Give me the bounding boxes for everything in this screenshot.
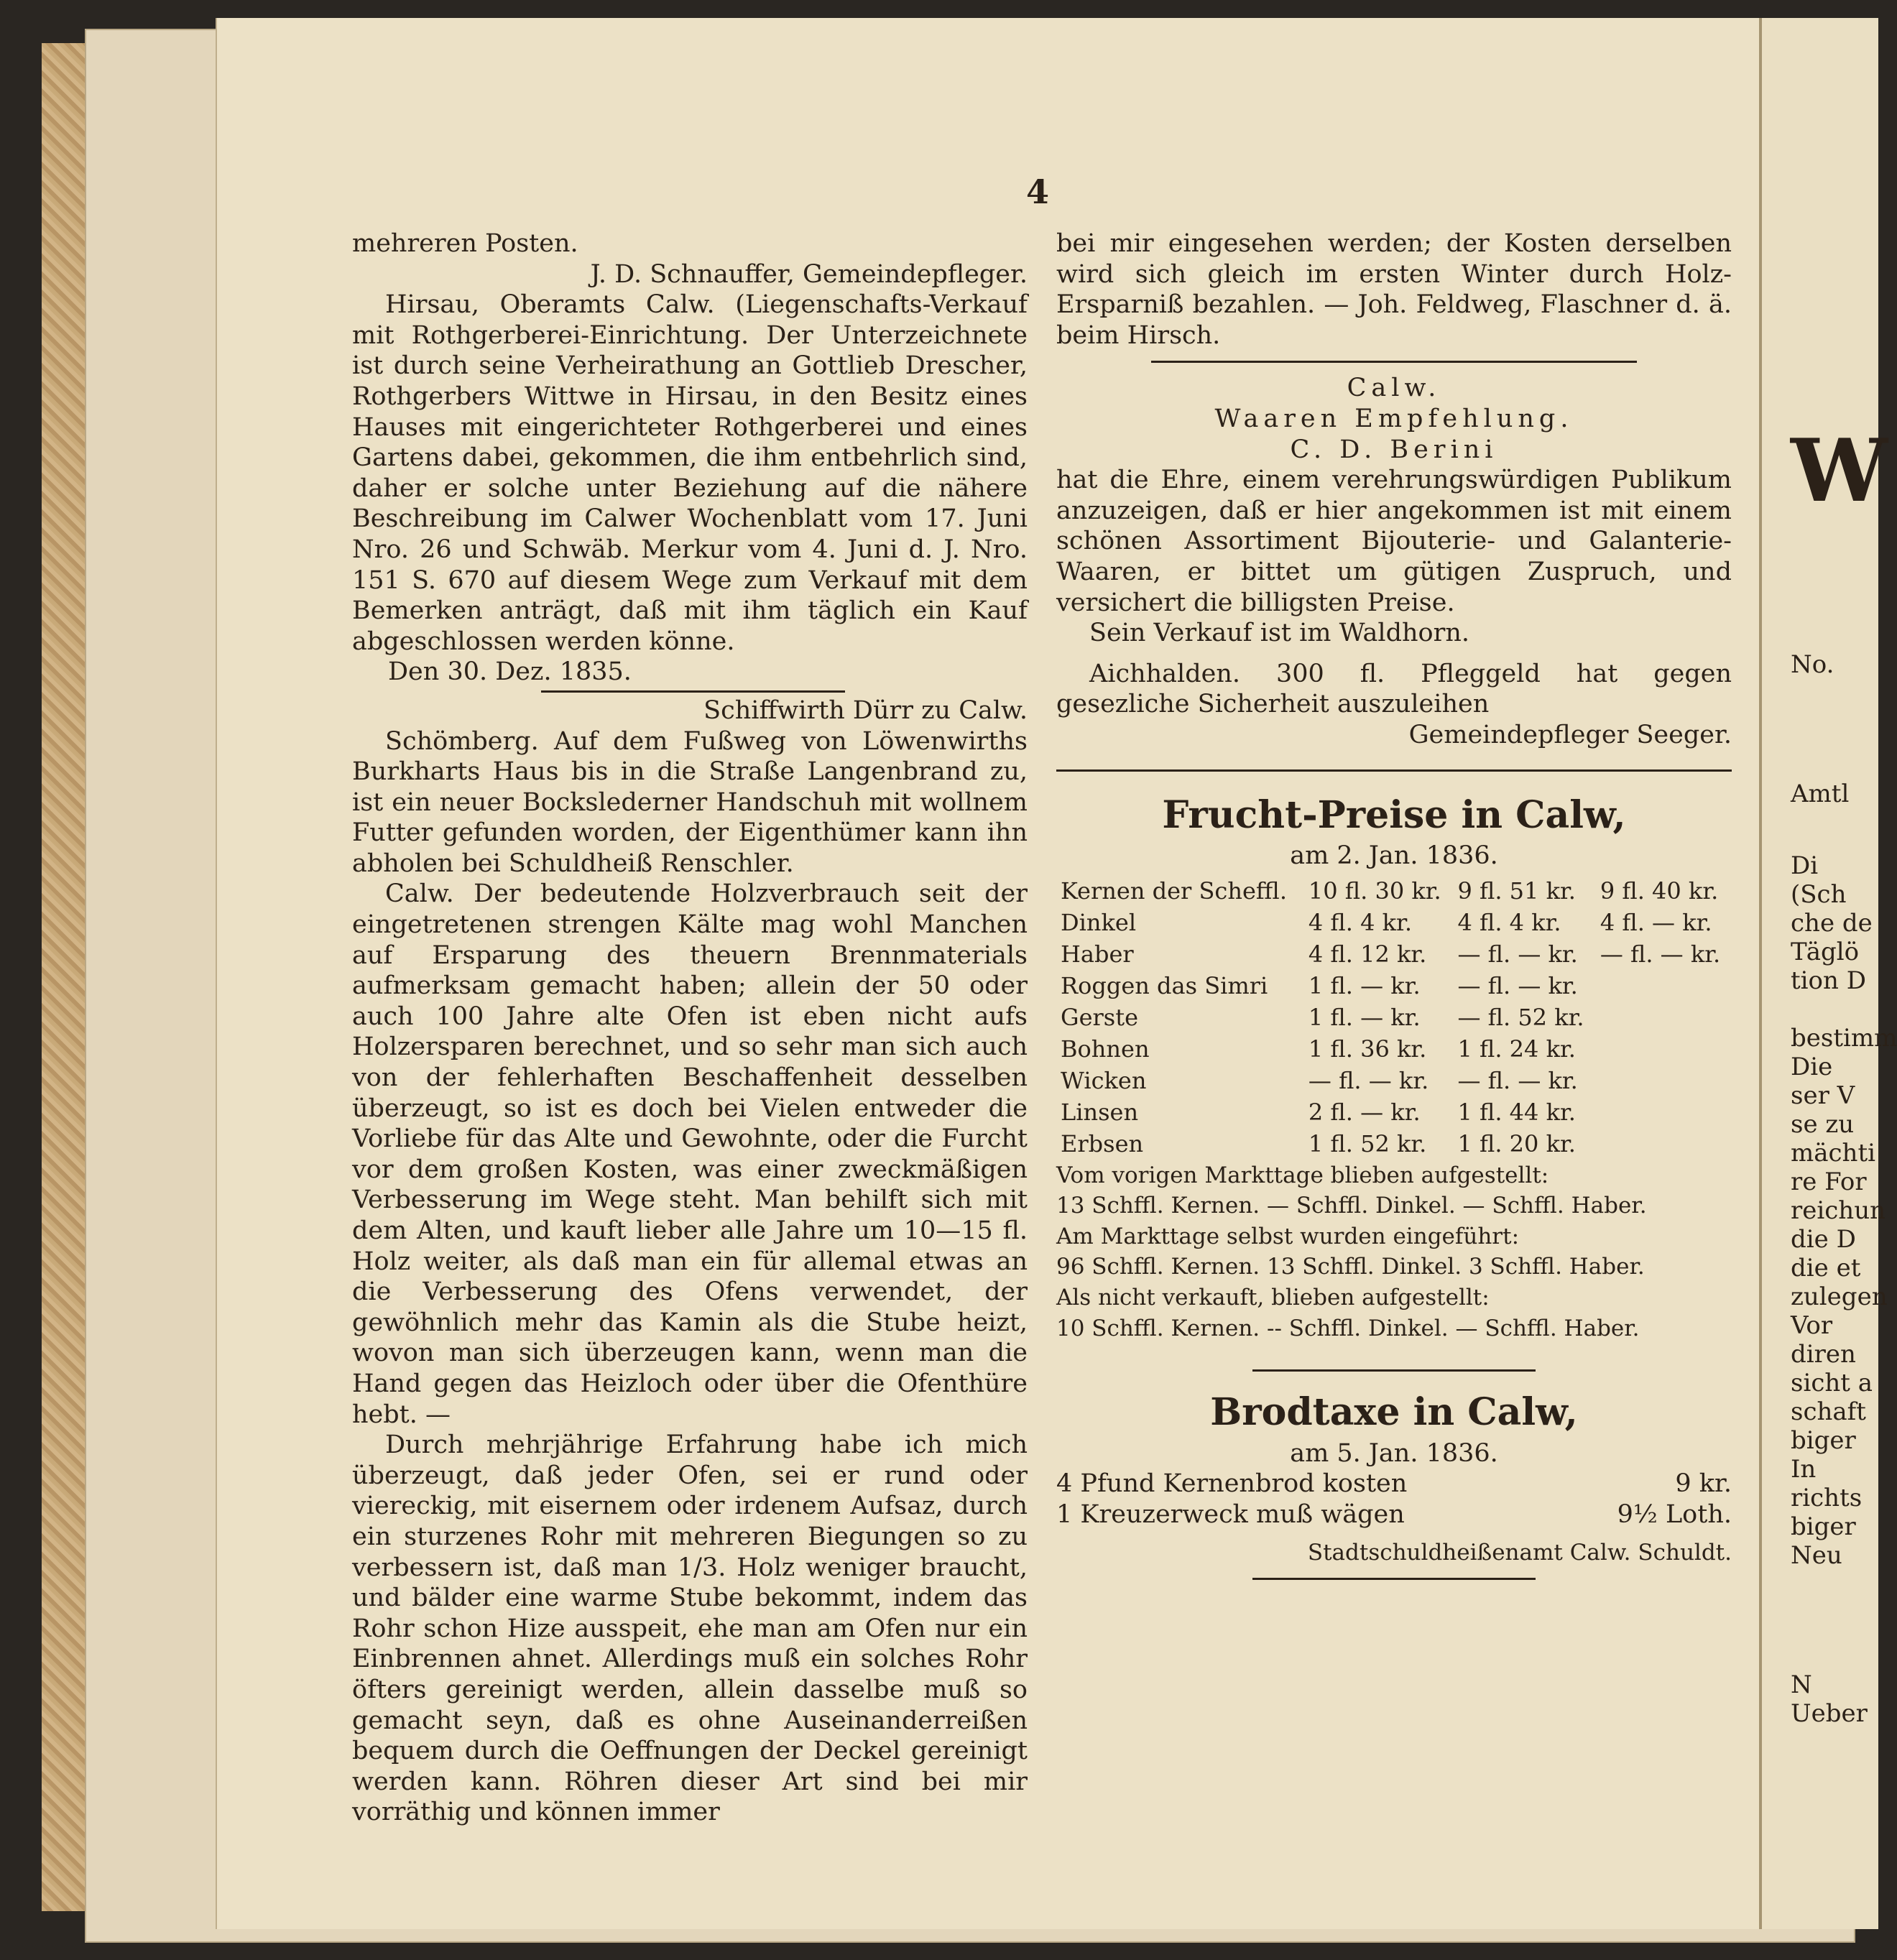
adjacent-page-fragment: re For xyxy=(1791,1168,1867,1196)
adjacent-page xyxy=(1759,18,1897,1929)
price-cell: — fl. 52 kr. xyxy=(1457,1004,1584,1032)
price-cell: 1 fl. — kr. xyxy=(1308,972,1421,1000)
price-row xyxy=(1056,939,1732,971)
market-note: 13 Schffl. Kernen. — Schffl. Dinkel. — Schffl. Haber. xyxy=(1056,1193,1647,1219)
price-cell: 1 fl. — kr. xyxy=(1308,1004,1421,1032)
right-column xyxy=(1056,228,1732,1590)
grain-name: Haber xyxy=(1061,940,1134,969)
brodtaxe-row xyxy=(1056,1499,1732,1530)
divider xyxy=(1252,1578,1536,1580)
adjacent-page-fragment: biger xyxy=(1791,1512,1856,1541)
adjacent-page-fragment: Ueber xyxy=(1791,1699,1868,1728)
frucht-preise-title: Frucht-Preise in Calw, xyxy=(1162,792,1626,837)
grain-name: Erbsen xyxy=(1061,1130,1144,1158)
price-cell: 2 fl. — kr. xyxy=(1308,1099,1421,1127)
section-rule xyxy=(1056,769,1732,772)
adjacent-page-fragment: zulegen xyxy=(1791,1282,1888,1311)
waaren-heading: Waaren Empfehlung. xyxy=(1214,404,1574,433)
price-cell: 4 fl. 4 kr. xyxy=(1308,909,1412,937)
grain-name: Kernen der Scheffl. xyxy=(1061,877,1288,905)
adjacent-page-fragment: biger xyxy=(1791,1426,1856,1455)
adjacent-page-fragment: Di xyxy=(1791,851,1819,880)
price-cell: 1 fl. 52 kr. xyxy=(1308,1130,1427,1158)
price-cell: 1 fl. 24 kr. xyxy=(1457,1035,1576,1063)
price-row xyxy=(1056,1034,1732,1065)
adjacent-page-fragment: che de xyxy=(1791,909,1873,938)
adjacent-page-fragment: die D xyxy=(1791,1225,1856,1254)
price-row xyxy=(1056,1002,1732,1034)
adjacent-page-fragment: In xyxy=(1791,1455,1817,1484)
adjacent-page-fragment: Amtl xyxy=(1791,780,1850,808)
brodtaxe-label: 1 Kreuzerweck muß wägen xyxy=(1056,1500,1405,1530)
price-cell: — fl. — kr. xyxy=(1457,940,1578,969)
price-row xyxy=(1056,1065,1732,1097)
brodtaxe-value: 9 kr. xyxy=(1675,1469,1732,1499)
article-paragraph: Schömberg. Auf dem Fußweg von Löwenwirths Burkharts Haus bis in die Straße Langenbrand zu, ist ein neuer Bockslederner Handschuh mit wollnem Futter gefunden worden, der Eigenthümer kann ihn abholen bei Schuldheiß Renschler. xyxy=(352,726,1028,878)
price-row xyxy=(1056,907,1732,939)
adjacent-page-fragment: ser V xyxy=(1791,1081,1855,1110)
price-cell xyxy=(1596,1129,1732,1160)
price-cell: 1 fl. 20 kr. xyxy=(1457,1130,1576,1158)
price-cell: — fl. — kr. xyxy=(1600,940,1721,969)
market-note-title: Am Markttage selbst wurden eingeführt: xyxy=(1056,1223,1520,1249)
adjacent-page-fragment: mächti xyxy=(1791,1139,1875,1168)
market-note-title: Vom vorigen Markttage blieben aufgestellt: xyxy=(1056,1162,1549,1188)
continuation-text: bei mir eingesehen werden; der Kosten derselben wird sich gleich im ersten Winter durch Holz-Ersparniß bezahlen. — Joh. Feldweg, Flaschner d. ä. beim Hirsch. xyxy=(1056,229,1732,350)
grain-name: Roggen das Simri xyxy=(1061,972,1268,1000)
page-number: 4 xyxy=(1026,172,1050,211)
grain-name: Bohnen xyxy=(1061,1035,1150,1063)
adjacent-page-fragment: (Sch xyxy=(1791,880,1847,909)
price-cell xyxy=(1596,1002,1732,1034)
price-table xyxy=(1056,876,1732,1160)
price-row xyxy=(1056,1129,1732,1160)
article-paragraph: Calw. Der bedeutende Holzverbrauch seit der eingetretenen strengen Kälte mag wohl Manchen auf Ersparung des theuern Brennmaterials aufmerksam gemacht haben; allein der 50 oder auch 100 Jahre alte Ofen ist eben nicht aufs Holzersparen berechnet, und so sehr man sich auch von der fehlerhaften Beschaffenheit desselben überzeugt, so ist es doch bei Vielen entweder die Vorliebe für das Alte und Gewohnte, oder die Furcht vor dem großen Kosten, was einer zweckmäßigen Verbesserung im Wege steht. Man behilft sich mit dem Alten, und kauft lieber alle Jahre um 10—15 fl. Holz weiter, als daß man ein für allemal etwas an die Verbesserung des Ofens verwendet, der gewöhnlich mehr das Kamin als die Stube heizt, wovon man sich überzeugen kann, wenn man die Hand gegen das Heizloch oder über die Ofenthüre hebt. — xyxy=(352,879,1028,1429)
price-row xyxy=(1056,971,1732,1002)
brodtaxe-title: Brodtaxe in Calw, xyxy=(1210,1390,1578,1435)
article-paragraph: mehreren Posten. xyxy=(352,229,578,258)
adjacent-page-fragment: Neu xyxy=(1791,1541,1842,1570)
price-cell xyxy=(1596,1097,1732,1129)
adjacent-page-fragment: die et xyxy=(1791,1254,1861,1282)
adjacent-page-fragment: N xyxy=(1791,1670,1812,1699)
grain-name: Wicken xyxy=(1061,1067,1147,1095)
price-cell: — fl. — kr. xyxy=(1308,1067,1429,1095)
price-cell: 9 fl. 40 kr. xyxy=(1600,877,1719,905)
article-paragraph: Hirsau, Oberamts Calw. (Liegenschafts-Verkauf mit Rothgerberei-Einrichtung. Der Unterzeichnete ist durch seine Verheirathung an Gottlieb Drescher, Rothgerbers Wittwe in Hirsau, in den Besitz eines Hauses mit eingerichteter Rothgerberei und eines Gartens dabei, gekommen, die ihm entbehrlich sind, daher er solche unter Beziehung auf die nähere Beschreibung im Calwer Wochenblatt vom 17. Juni Nro. 26 und Schwäb. Merkur vom 4. Juni d. J. Nro. 151 S. 670 auf diesem Wege zum Verkauf mit dem Bemerken anträgt, daß mit ihm täglich ein Kauf abgeschlossen werden könne. xyxy=(352,290,1028,656)
article-paragraph: Durch mehrjährige Erfahrung habe ich mich überzeugt, daß jeder Ofen, sei er rund oder viereckig, mit eisernem oder irdenem Aufsaz, durch ein sturzenes Rohr mit mehreren Biegungen so zu verbessern ist, daß man 1/3. Holz weniger braucht, und bälder eine warme Stube bekommt, indem das Rohr schon Hize ausspeit, ehe man am Ofen nur ein Einbrennen ahnet. Allerdings muß ein solches Rohr öfters gereinigt werden, allein dasselbe muß so gemacht seyn, daß es ohne Auseinanderreißen bequem durch die Oeffnungen der Deckel gereinigt werden kann. Röhren dieser Art sind bei mir vorräthig und können immer xyxy=(352,1430,1028,1827)
grain-name: Dinkel xyxy=(1061,909,1137,937)
adjacent-page-fragment: diren xyxy=(1791,1340,1856,1369)
price-cell xyxy=(1596,1034,1732,1065)
adjacent-page-fragment: tion D xyxy=(1791,966,1866,995)
adjacent-page-fragment: reichun xyxy=(1791,1196,1886,1225)
divider xyxy=(541,690,845,693)
price-cell: 1 fl. 44 kr. xyxy=(1457,1099,1576,1127)
adjacent-page-fragment: sicht a xyxy=(1791,1369,1873,1397)
grain-name: Linsen xyxy=(1061,1099,1139,1127)
adjacent-page-fragment: Die xyxy=(1791,1053,1833,1081)
adjacent-page-fragment: W xyxy=(1791,420,1888,522)
frucht-preise-date: am 2. Jan. 1836. xyxy=(1290,841,1498,871)
waaren-text: hat die Ehre, einem verehrungswürdigen Publikum anzuzeigen, daß er hier angekommen ist mit einem schönen Assortiment Bijouterie- und Galanterie-Waaren, er bittet um gütigen Zuspruch, und versichert die billigsten Preise. xyxy=(1056,466,1732,617)
signature: J. D. Schnauffer, Gemeindepfleger. xyxy=(590,259,1028,289)
price-cell: — fl. — kr. xyxy=(1457,972,1578,1000)
brodtaxe-date: am 5. Jan. 1836. xyxy=(1290,1438,1498,1468)
market-note: 96 Schffl. Kernen. 13 Schffl. Dinkel. 3 Schffl. Haber. xyxy=(1056,1254,1645,1280)
divider xyxy=(1252,1369,1536,1372)
adjacent-page-fragment: Vor xyxy=(1791,1311,1833,1340)
brodtaxe-value: 9½ Loth. xyxy=(1617,1500,1732,1530)
brodtaxe-signature: Stadtschuldheißenamt Calw. Schuldt. xyxy=(1307,1539,1732,1566)
price-cell: 4 fl. 4 kr. xyxy=(1457,909,1561,937)
brodtaxe-label: 4 Pfund Kernenbrod kosten xyxy=(1056,1469,1408,1499)
price-row xyxy=(1056,876,1732,907)
waaren-shop: Sein Verkauf ist im Waldhorn. xyxy=(1089,619,1470,648)
adjacent-page-fragment: se zu xyxy=(1791,1110,1855,1139)
adjacent-page-fragment: Täglö xyxy=(1791,938,1860,966)
price-cell: 10 fl. 30 kr. xyxy=(1308,877,1441,905)
aichhalden-text: Aichhalden. 300 fl. Pfleggeld hat gegen gesezliche Sicherheit auszuleihen xyxy=(1056,659,1732,719)
waaren-name: C. D. Berini xyxy=(1290,435,1498,464)
brodtaxe-row xyxy=(1056,1469,1732,1499)
price-cell: 4 fl. 12 kr. xyxy=(1308,940,1427,969)
price-cell: — fl. — kr. xyxy=(1457,1067,1578,1095)
grain-name: Gerste xyxy=(1061,1004,1139,1032)
price-cell xyxy=(1596,971,1732,1002)
price-cell: 1 fl. 36 kr. xyxy=(1308,1035,1427,1063)
price-row xyxy=(1056,1097,1732,1129)
market-note: 10 Schffl. Kernen. -- Schffl. Dinkel. — Schffl. Haber. xyxy=(1056,1315,1640,1341)
adjacent-page-fragment: No. xyxy=(1791,650,1834,679)
divider xyxy=(1151,361,1638,363)
signature: Schiffwirth Dürr zu Calw. xyxy=(703,695,1028,725)
aichhalden-signature: Gemeindepfleger Seeger. xyxy=(1408,720,1732,749)
price-cell xyxy=(1596,1065,1732,1097)
dateline: Den 30. Dez. 1835. xyxy=(388,657,632,687)
adjacent-page-fragment: richts xyxy=(1791,1484,1863,1512)
adjacent-page-fragment: schaft xyxy=(1791,1397,1866,1426)
market-note-title: Als nicht verkauft, blieben aufgestellt: xyxy=(1056,1285,1490,1311)
price-cell: 4 fl. — kr. xyxy=(1600,909,1712,937)
left-column xyxy=(352,228,1028,1828)
calw-heading: Calw. xyxy=(1347,374,1441,403)
adjacent-page-fragment: bestimm xyxy=(1791,1024,1897,1053)
price-cell: 9 fl. 51 kr. xyxy=(1457,877,1576,905)
